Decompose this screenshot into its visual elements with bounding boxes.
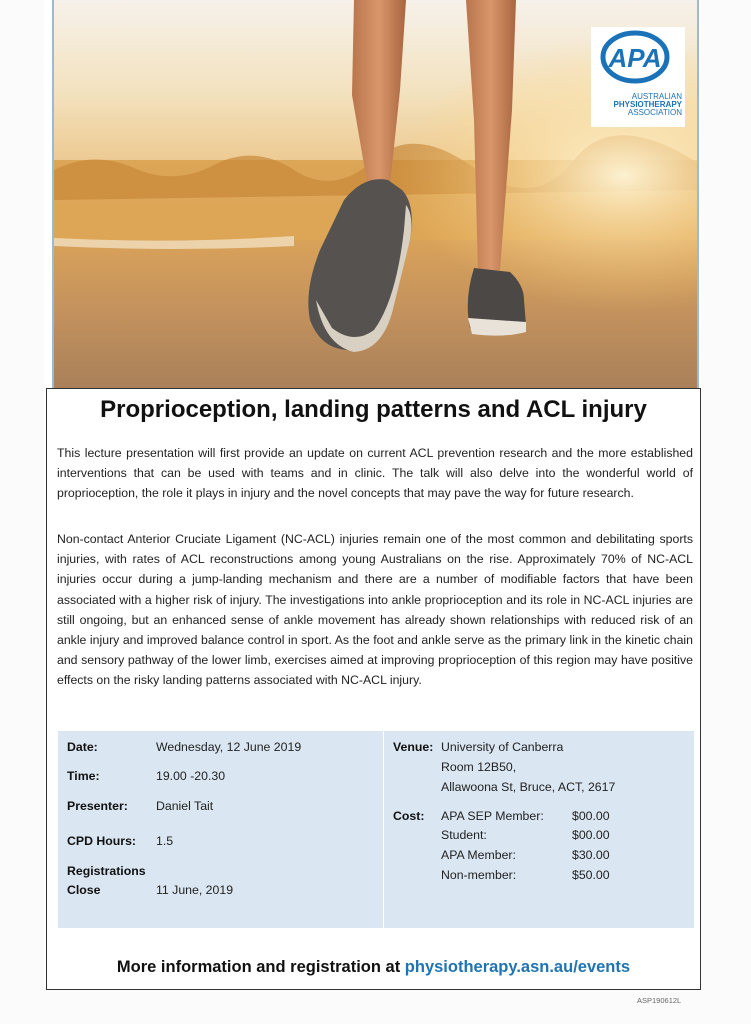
presenter-value: Daniel Tait: [156, 799, 214, 813]
time-value: 19.00 -20.30: [156, 769, 226, 783]
cost-type: APA Member:: [441, 848, 516, 862]
time-label: Time:: [67, 769, 100, 783]
venue-line: University of Canberra: [441, 740, 564, 754]
cost-price: $30.00: [572, 848, 610, 862]
cpd-label: CPD Hours:: [67, 834, 137, 848]
venue-line: Allawoona St, Bruce, ACT, 2617: [441, 780, 616, 794]
logo-line-2: PHYSIOTHERAPY: [613, 100, 682, 109]
logo-line-1: AUSTRALIAN: [631, 92, 682, 101]
date-label: Date:: [67, 740, 98, 754]
cost-price: $50.00: [572, 868, 610, 882]
registrations-close-value: 11 June, 2019: [156, 883, 234, 897]
page-title: Proprioception, landing patterns and ACL injury: [100, 396, 647, 423]
cost-price: $00.00: [572, 809, 610, 823]
cost-price: $00.00: [572, 828, 610, 842]
details-divider: [383, 731, 384, 928]
body-paragraph: Non-contact Anterior Cruciate Ligament (NC-ACL) injuries remain one of the most common and debilitating sports injuries, with rates of ACL reconstructions among young Australians on the rise. Approximately 70% of NC-ACL injuries occur during a jump-landing mechanism and there are a number of modifiable factors that have been associated with a higher risk of injury. The investigations into ankle proprioception and its role in NC-ACL injuries are still ongoing, but an enhanced sense of ankle movement has already shown relationships with reduced risk of an ankle injury and improved balance control in sport. As the foot and ankle serve as the primary link in the kinetic chain and sensory pathway of the lower limb, exercises aimed at improving proprioception of this region may have positive effects on the risky landing patterns associated with NC-ACL injury.: [57, 532, 693, 688]
cost-type: Non-member:: [441, 868, 517, 882]
apa-logo-icon: [591, 27, 685, 91]
svg-text:APA: APA: [608, 43, 662, 73]
more-info-footer: [46, 958, 701, 977]
cost-type: Student:: [441, 828, 487, 842]
cost-label: Cost:: [393, 809, 425, 823]
date-value: Wednesday, 12 June 2019: [156, 740, 302, 754]
registrations-close-label: Close: [67, 883, 101, 897]
footer-text: More information and registration at: [116, 958, 405, 976]
registrations-label: Registrations: [67, 864, 146, 878]
events-link[interactable]: physiotherapy.asn.au/events: [404, 958, 631, 976]
cost-type: APA SEP Member:: [441, 809, 544, 823]
presenter-label: Presenter:: [67, 799, 128, 813]
intro-paragraph: This lecture presentation will first provide an update on current ACL prevention research and the more established interventions that can be used with teams and in clinic. The talk will also delve into the wonderful world of proprioception, the role it plays in injury and the novel concepts that may pave the way for future research.: [57, 446, 693, 501]
cpd-value: 1.5: [156, 834, 174, 848]
document-code: ASP190612L: [637, 996, 682, 1005]
logo-wordmark: [600, 93, 682, 117]
logo-line-3: ASSOCIATION: [627, 108, 682, 117]
venue-label: Venue:: [393, 740, 434, 754]
venue-line: Room 12B50,: [441, 760, 517, 774]
